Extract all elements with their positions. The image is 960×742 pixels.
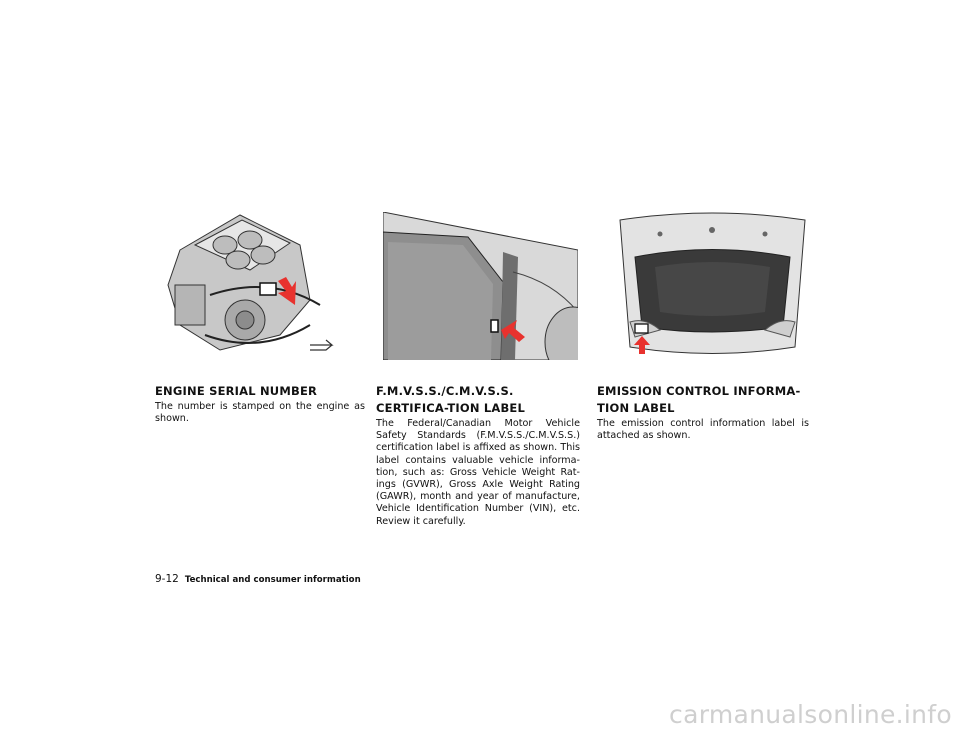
door-jamb-illustration — [383, 212, 578, 360]
section-body: The number is stamped on the engine as shown. — [155, 401, 365, 425]
page-number: 9-12 — [155, 573, 179, 585]
engine-serial-section — [155, 383, 365, 425]
emission-label-section — [597, 383, 809, 442]
page-footer — [155, 573, 361, 585]
section-heading: F.M.V.S.S./C.M.V.S.S. CERTIFICA-TION LABEL — [376, 384, 526, 415]
section-heading: EMISSION CONTROL INFORMA-TION LABEL — [597, 384, 801, 415]
fmvss-label-section — [376, 383, 580, 528]
watermark: carmanualsonline.info — [669, 700, 952, 729]
engine-illustration — [150, 205, 345, 365]
front-direction-icon — [310, 340, 332, 350]
hood-underside-illustration — [615, 212, 810, 362]
footer-section-title: Technical and consumer information — [184, 575, 361, 585]
section-body: The Federal/Canadian Motor Vehicle Safety Standards (F.M.V.S.S./C.M.V.S.S.) certification label is affixed as shown. This label contains valuable vehicle informa-tion, such as: Gross Vehicle Weight Rat-ings (GVWR), Gross Axle Weight Rating (GAWR), month and year of manufacture, Vehicle Identification Number (VIN), etc. Review it carefully. — [376, 418, 580, 527]
section-heading: ENGINE SERIAL NUMBER — [155, 384, 318, 398]
section-body: The emission control information label is attached as shown. — [597, 418, 809, 442]
